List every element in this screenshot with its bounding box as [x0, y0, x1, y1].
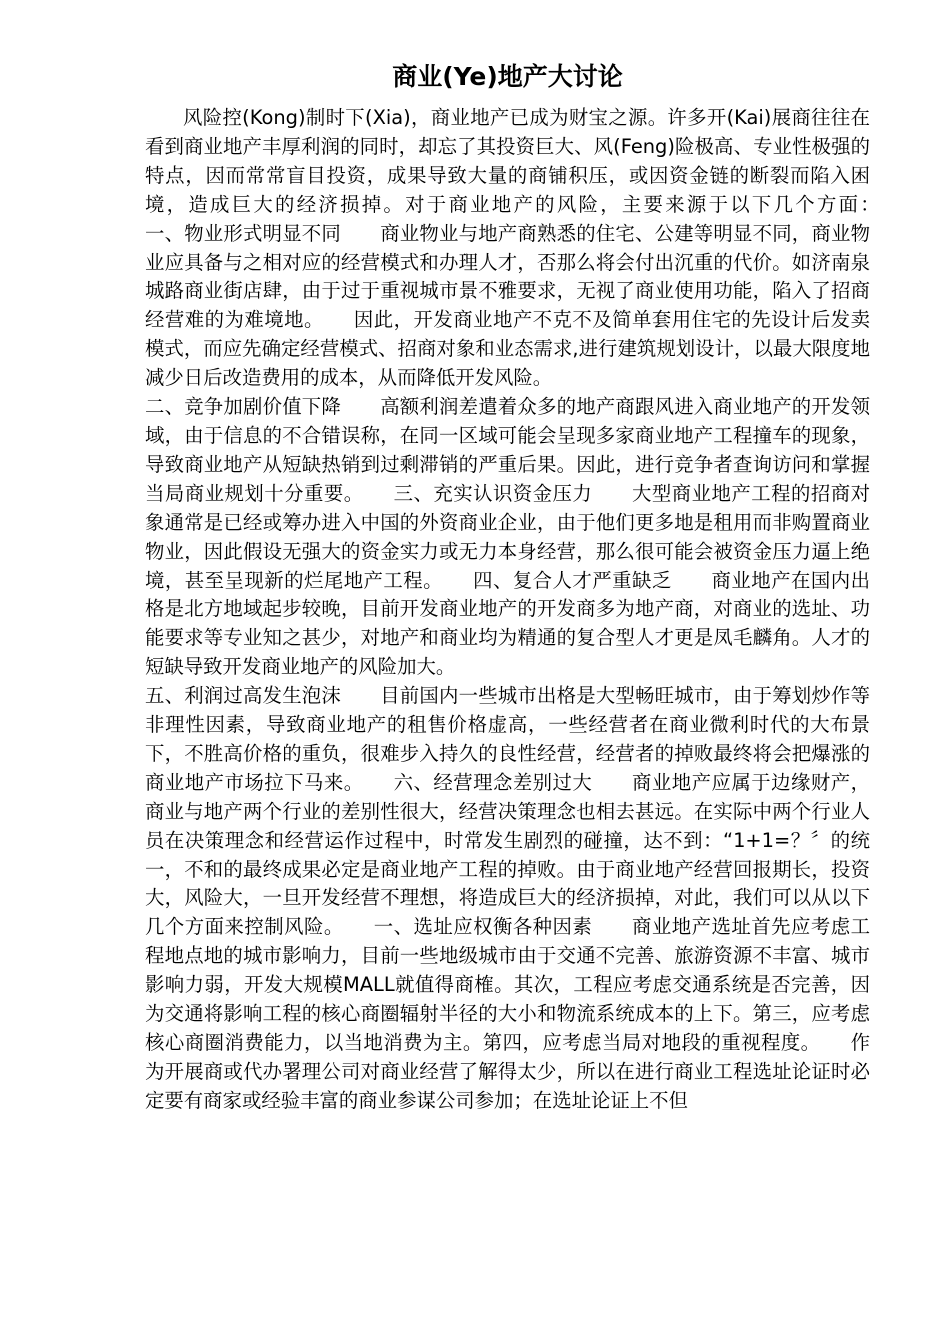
document-title: 商业(Ye)地产大讨论	[392, 62, 623, 91]
document-body	[145, 104, 909, 1116]
body-paragraph-1: 风险控(Kong)制时下(Xia)，商业地产已成为财宝之源。许多开(Kai)展商往往在看到商业地产丰厚利润的同时，却忘了其投资巨大、风(Feng)险极高、专业性极强的特点，因而常常盲目投资，成果导致大量的商铺积压，或因资金链的断裂而陷入困境，造成巨大的经济损掉。对于商业地产的风险，主要来源于以下几个方面： 一、物业形式明显不同 商业物业与地产商熟悉的住宅、公建等明显不同，商业物业应具备与之相对应的经营模式和办理人才，否那么将会付出沉重的代价。如济南泉城路商业街店肆，由于过于重视城市景不雅要求，无视了商业使用功能，陷入了招商经营难的为难境地。 因此，开发商业地产不克不及简单套用住宅的先设计后发卖模式，而应先确定经营模式、招商对象和业态需求,进行建筑规划设计，以最大限度地减少日后改造费用的成本，从而降低开发风险。	[145, 106, 909, 390]
body-paragraph-3: 五、利润过高发生泡沫 目前国内一些城市出格是大型畅旺城市，由于筹划炒作等非理性因素，导致商业地产的租售价格虚高，一些经营者在商业微利时代的大布景下，不胜高价格的重负，很难步入持久的良性经营，经营者的掉败最终将会把爆涨的商业地产市场拉下马来。 六、经营理念差别过大 商业地产应属于边缘财产，商业与地产两个行业的差别性很大，经营决策理念也相去甚远。在实际中两个行业人员在决策理念和经营运作过程中，时常发生剧烈的碰撞，达不到：“1+1=？〞的统一，不和的最终成果必定是商业地产工程的掉败。由于商业地产经营回报期长，投资大，风险大，一旦开发经营不理想，将造成巨大的经济损掉，对此，我们可以从以下几个方面来控制风险。 一、选址应权衡各种因素 商业地产选址首先应考虑工程地点地的城市影响力，目前一些地级城市由于交通不完善、旅游资源不丰富、城市影响力弱，开发大规模MALL就值得商榷。其次，工程应考虑交通系统是否完善，因为交通将影响工程的核心商圈辐射半径的大小和物流系统成本的上下。第三，应考虑核心商圈消费能力，以当地消费为主。第四，应考虑当局对地段的重视程度。 作为开展商或代办署理公司对商业经营了解得太少，所以在进行商业工程选址论证时必定要有商家或经验丰富的商业参谋公司参加；在选址论证上不但	[145, 684, 870, 1112]
body-paragraph-2: 二、竞争加剧价值下降 高额利润差遣着众多的地产商跟风进入商业地产的开发领域，由于信息的不合错误称，在同一区域可能会呈现多家商业地产工程撞车的现象，导致商业地产从短缺热销到过剩滞销的严重后果。因此，进行竞争者查询访问和掌握当局商业规划十分重要。 三、充实认识资金压力 大型商业地产工程的招商对象通常是已经或筹办进入中国的外资商业企业，由于他们更多地是租用而非购置商业物业，因此假设无强大的资金实力或无力本身经营，那么很可能会被资金压力逼上绝境，甚至呈现新的烂尾地产工程。 四、复合人才严重缺乏 商业地产在国内出格是北方地域起步较晚，目前开发商业地产的开发商多为地产商，对商业的选址、功能要求等专业知之甚少，对地产和商业均为精通的复合型人才更是凤毛麟角。人才的短缺导致开发商业地产的风险加大。	[145, 395, 870, 679]
